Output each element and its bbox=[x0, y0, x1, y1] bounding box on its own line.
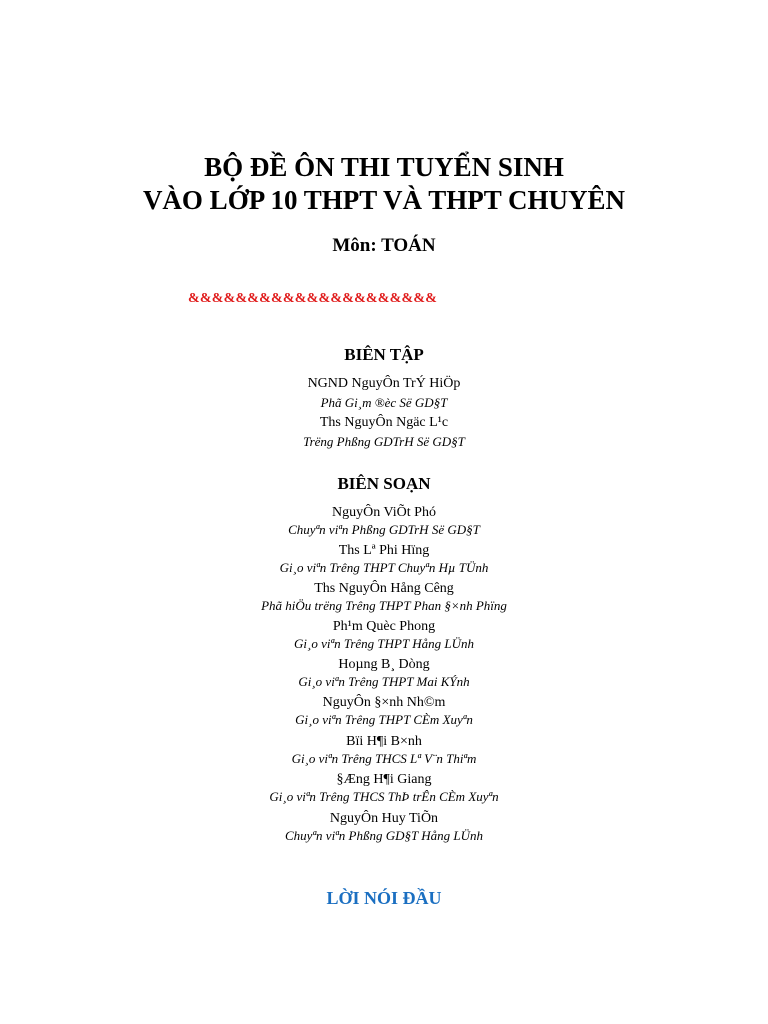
decorative-divider: &&&&&&&&&&&&&&&&&&&&& bbox=[188, 291, 438, 306]
compiler-role: Phã hiÖu trëng Trêng THPT Phan §×nh Phïng bbox=[261, 598, 507, 613]
compiler-name: Ths Lª Phi Hïng bbox=[338, 543, 430, 558]
compiler-role: Chuyªn viªn Phßng GD§T Hång LÜnh bbox=[285, 828, 483, 843]
compiler-name: Bïi H¶i B×nh bbox=[346, 734, 422, 749]
compiler-role: Gi¸o viªn Trêng THPT Mai KÝnh bbox=[298, 674, 470, 689]
compiler-heading: BIÊN SOẠN bbox=[337, 474, 431, 493]
compiler-role: Gi¸o viªn Trêng THCS Lª V¨n Thiªm bbox=[291, 751, 477, 766]
title-line-2: VÀO LỚP 10 THPT VÀ THPT CHUYÊN bbox=[142, 185, 626, 215]
editor-role: Trëng Phßng GDTrH Së GD§T bbox=[303, 434, 465, 449]
preface-heading: LỜI NÓI ĐẦU bbox=[326, 888, 442, 908]
compiler-name: NguyÔn §×nh Nh©m bbox=[322, 695, 446, 710]
compiler-name: NguyÔn ViÕt Phó bbox=[332, 505, 436, 520]
compiler-name: Hoµng B¸ Dòng bbox=[338, 657, 430, 672]
editor-name: Ths NguyÔn Ngäc L¹c bbox=[319, 415, 449, 430]
compiler-role: Gi¸o viªn Trêng THPT Hång LÜnh bbox=[294, 636, 474, 651]
compiler-name: §Æng H¶i Giang bbox=[336, 772, 432, 787]
compiler-name: NguyÔn Huy TiÕn bbox=[329, 811, 439, 826]
editor-heading: BIÊN TẬP bbox=[344, 345, 424, 364]
title-line-1: BỘ ĐỀ ÔN THI TUYỂN SINH bbox=[204, 152, 564, 182]
compiler-role: Gi¸o viªn Trêng THPT Chuyªn Hµ TÜnh bbox=[279, 560, 489, 575]
editor-name: NGND NguyÔn TrÝ HiÖp bbox=[307, 376, 461, 391]
compiler-name: Ths NguyÔn Hång Cêng bbox=[314, 581, 454, 596]
editor-role: Phã Gi¸m ®èc Së GD§T bbox=[320, 395, 448, 410]
subject-label: Môn: TOÁN bbox=[332, 235, 436, 256]
compiler-role: Gi¸o viªn Trêng THPT CÈm Xuyªn bbox=[295, 712, 473, 727]
compiler-role: Chuyªn viªn Phßng GDTrH Së GD§T bbox=[288, 522, 480, 537]
compiler-role: Gi¸o viªn Trêng THCS ThÞ trÊn CÈm Xuyªn bbox=[269, 789, 499, 804]
compiler-name: Ph¹m Quèc Phong bbox=[332, 619, 436, 634]
